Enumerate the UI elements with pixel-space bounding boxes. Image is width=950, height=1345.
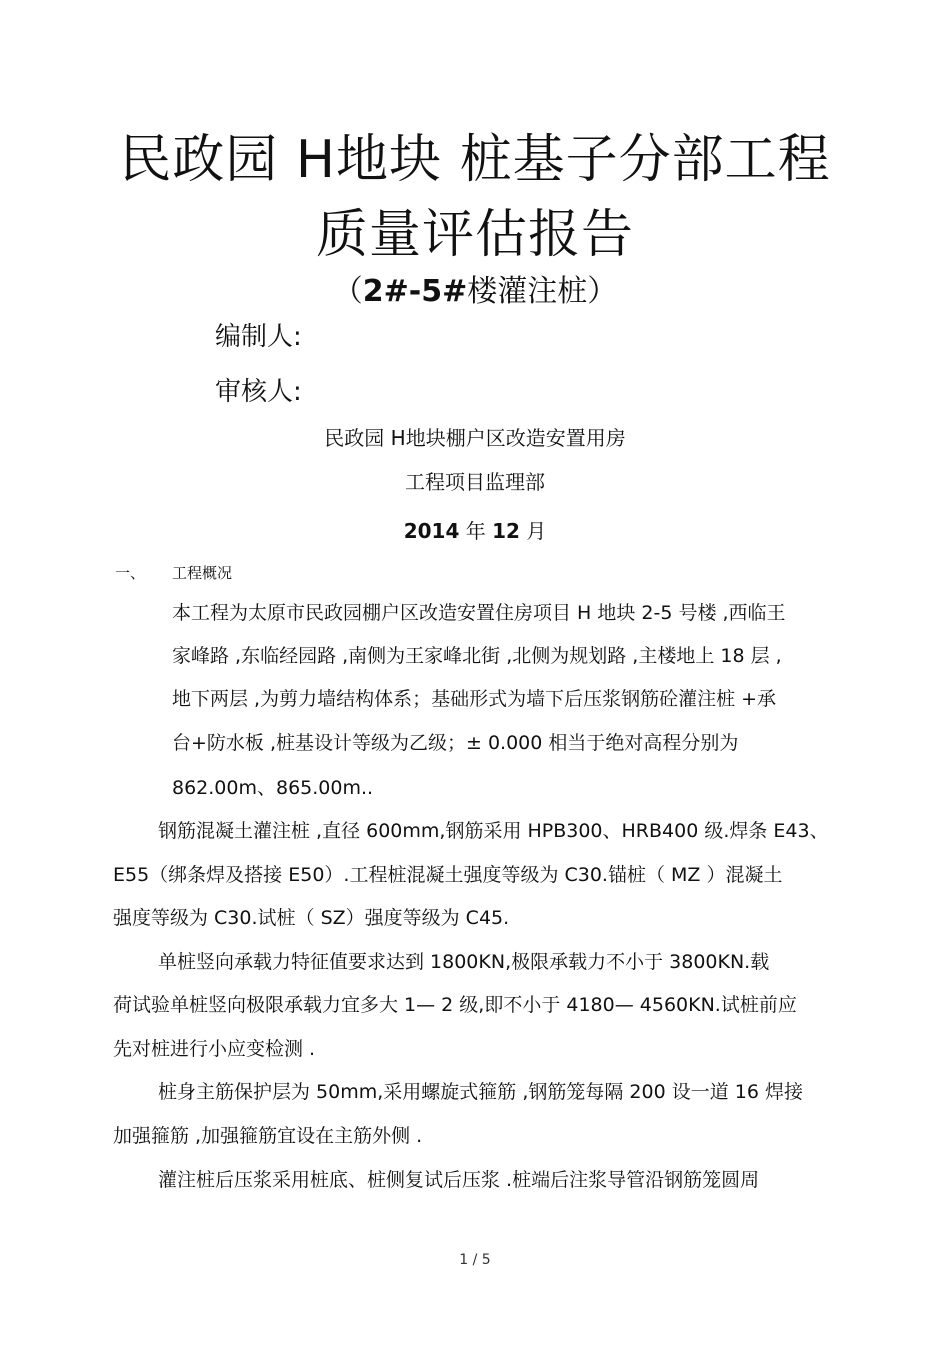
subtitle-rest: 楼灌注桩） (467, 274, 618, 309)
reviewer-label: 审核人: (215, 377, 302, 407)
body-line: 先对桩进行小应变检测 . (113, 1038, 316, 1060)
body-line: 灌注桩后压浆采用桩底、桩侧复试后压浆 .桩端后注浆导管沿钢筋笼圆周 (158, 1169, 760, 1191)
page-number: 1 / 5 (459, 1252, 491, 1268)
subtitle-building-range: 2#-5# (362, 274, 468, 309)
date-year-unit: 年 (459, 519, 493, 543)
report-title-line-2: 质量评估报告 (315, 205, 634, 265)
body-line: 钢筋混凝土灌注桩 ,直径 600mm,钢筋采用 HPB300、HRB400 级.焊条 E43、 (158, 820, 829, 842)
body-line: 加强箍筋 ,加强箍筋宜设在主筋外侧 . (113, 1125, 423, 1147)
body-line: 地下两层 ,为剪力墙结构体系；基础形式为墙下后压浆钢筋砼灌注桩 +承 (172, 688, 777, 710)
body-line: 家峰路 ,东临经园路 ,南侧为王家峰北街 ,北侧为规划路 ,主楼地上 18 层 , (172, 645, 782, 667)
body-line: 本工程为太原市民政园棚户区改造安置住房项目 H 地块 2-5 号楼 ,西临王 (172, 602, 786, 624)
body-line: 862.00m、865.00m.. (172, 777, 374, 799)
date-year: 2014 (403, 519, 460, 543)
subtitle-open-paren: （ (332, 274, 363, 309)
body-line: 桩身主筋保护层为 50mm,采用螺旋式箍筋 ,钢筋笼每隔 200 设一道 16 焊接 (158, 1081, 803, 1103)
date-month: 12 (492, 519, 520, 543)
organization-line-2: 工程项目监理部 (405, 470, 545, 494)
body-line: 单桩竖向承载力特征值要求达到 1800KN,极限承载力不小于 3800KN.载 (158, 951, 770, 973)
body-line: 强度等级为 C30.试桩（ SZ）强度等级为 C45. (113, 907, 510, 929)
organization-line-1: 民政园 H地块棚户区改造安置用房 (324, 426, 626, 450)
report-date (0, 517, 950, 545)
body-line: 台+防水板 ,桩基设计等级为乙级；± 0.000 相当于绝对高程分别为 (172, 732, 739, 754)
body-line: E55（绑条焊及搭接 E50）.工程桩混凝土强度等级为 C30.锚桩（ MZ ）混凝土 (113, 864, 783, 886)
section-number: 一、 (115, 564, 146, 582)
date-month-unit: 月 (519, 519, 547, 543)
report-subtitle (0, 272, 950, 312)
report-title-line-1: 民政园 H地块 桩基子分部工程 (119, 130, 831, 190)
body-line: 荷试验单桩竖向极限承载力宜多大 1— 2 级,即不小于 4180— 4560KN.试桩前应 (113, 994, 797, 1016)
section-title: 工程概况 (172, 564, 233, 582)
compiler-label: 编制人: (215, 322, 302, 352)
